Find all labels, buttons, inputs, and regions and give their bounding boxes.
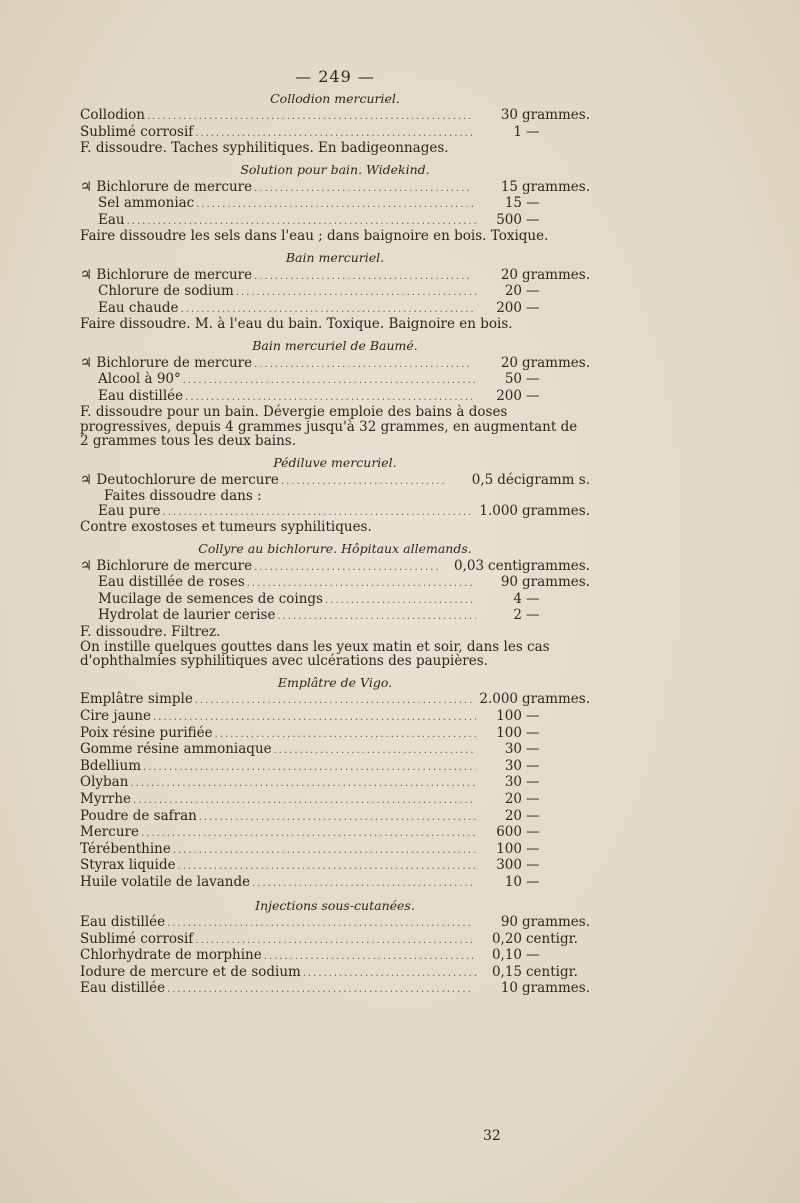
dot-leader <box>143 761 476 776</box>
recipe-row <box>80 858 590 875</box>
ingredient-quantity: 10 <box>504 873 522 890</box>
ingredient-quantity: 100 <box>496 840 522 857</box>
ingredient-quantity: 20 <box>504 283 522 300</box>
recipe-row <box>80 726 590 743</box>
ingredient-name: Eau distillée de roses <box>98 574 245 591</box>
ingredient-quantity: 200 <box>496 299 522 316</box>
ingredient-unit: décigramm s. <box>497 471 590 488</box>
ingredient-quantity: 300 <box>496 857 522 874</box>
recipe-row <box>80 709 590 726</box>
ingredient-unit: — <box>526 840 540 857</box>
recipe-row <box>80 489 590 504</box>
ingredient-quantity: 0,15 <box>491 963 522 980</box>
dot-leader <box>133 794 476 809</box>
ingredient-name: ♃ Bichlorure de mercure <box>80 178 253 195</box>
ingredient-name: Eau distillée <box>98 387 184 404</box>
ingredient-unit: grammes. <box>522 354 590 371</box>
ingredient-name: Huile volatile de lavande <box>80 873 251 890</box>
recipe-row <box>80 473 590 490</box>
ingredient-quantity: 30 <box>504 774 522 791</box>
recipe-row <box>80 575 590 592</box>
ingredient-unit: — <box>526 807 540 824</box>
recipe-row <box>80 213 590 230</box>
ingredient-quantity: 30 <box>504 757 522 774</box>
recipe-row <box>80 775 590 792</box>
recipe-row <box>80 389 590 406</box>
ingredient-quantity: 20 <box>500 354 519 371</box>
ingredient-name: Emplâtre simple <box>80 691 193 708</box>
section-title: Injections sous-cutanées. <box>255 897 415 913</box>
ingredient-quantity: 20 <box>504 790 522 807</box>
page-number: — 249 — <box>295 67 375 86</box>
dot-leader <box>195 694 472 709</box>
ingredient-name: Collodion <box>80 107 146 124</box>
ingredient-unit: — <box>526 607 540 624</box>
recipe-row <box>80 284 590 301</box>
dot-leader <box>167 917 472 932</box>
ingredient-unit: centigr. <box>526 930 578 947</box>
recipe-row <box>80 692 590 709</box>
recipe-row <box>80 180 590 197</box>
ingredient-quantity: 90 <box>500 574 519 591</box>
dot-leader <box>281 475 447 490</box>
dot-leader <box>325 594 476 609</box>
ingredient-quantity: 15 <box>504 195 522 212</box>
ingredient-quantity: 0,10 <box>491 947 522 964</box>
ingredient-name: Cire jaune <box>80 707 151 724</box>
ingredient-name: ♃ Deutochlorure de mercure <box>80 471 279 488</box>
recipe-row <box>80 108 590 125</box>
ingredient-quantity: 2 <box>513 607 522 624</box>
dot-leader <box>215 728 476 743</box>
recipe-row <box>80 356 590 373</box>
recipe-row <box>80 915 590 932</box>
ingredient-quantity: 50 <box>504 371 522 388</box>
dot-leader <box>195 127 476 142</box>
dot-leader <box>236 286 476 301</box>
ingredient-unit: — <box>526 590 540 607</box>
ingredient-name: Sel ammoniac <box>98 195 195 212</box>
ingredient-name: Eau pure <box>98 502 161 519</box>
dot-leader <box>153 711 476 726</box>
ingredient-quantity: 20 <box>500 266 519 283</box>
ingredient-name: Olyban <box>80 774 129 791</box>
ingredient-unit: — <box>526 211 540 228</box>
recipe-row <box>80 759 590 776</box>
ingredient-name: Eau distillée <box>80 914 166 931</box>
ingredient-quantity: 600 <box>496 824 522 841</box>
ingredient-unit: — <box>526 707 540 724</box>
dot-leader <box>199 811 476 826</box>
ingredient-name: Chlorhydrate de morphine <box>80 947 262 964</box>
dot-leader <box>141 827 476 842</box>
recipe-row <box>80 981 590 998</box>
ingredient-unit: centigr. <box>526 963 578 980</box>
dot-leader <box>147 110 472 125</box>
instruction-note: F. dissoudre. Taches syphilitiques. En badigeonnages. <box>80 140 449 157</box>
dot-leader <box>173 844 476 859</box>
ingredient-unit: — <box>526 857 540 874</box>
recipe-row <box>80 809 590 826</box>
instruction-note: Contre exostoses et tumeurs syphilitiques. <box>80 519 372 536</box>
ingredient-name: Poudre de safran <box>80 807 197 824</box>
ingredient-name: Eau chaude <box>98 299 179 316</box>
ingredient-quantity: 2.000 <box>479 691 519 708</box>
ingredient-name: Eau <box>98 211 125 228</box>
ingredient-quantity: 100 <box>496 724 522 741</box>
ingredient-name: Térébenthine <box>80 840 171 857</box>
ingredient-unit: grammes. <box>522 266 590 283</box>
ingredient-unit: grammes. <box>522 574 590 591</box>
recipe-row <box>80 592 590 609</box>
ingredient-quantity: 0,5 <box>471 471 494 488</box>
ingredient-name: ♃ Bichlorure de mercure <box>80 354 253 371</box>
ingredient-unit: — <box>526 757 540 774</box>
ingredient-quantity: 30 <box>500 107 519 124</box>
recipe-row <box>80 268 590 285</box>
dot-leader <box>303 967 476 982</box>
ingredient-quantity: 0,20 <box>491 930 522 947</box>
ingredient-unit: grammes. <box>522 914 590 931</box>
ingredient-quantity: 90 <box>500 914 519 931</box>
recipe-row <box>80 504 590 521</box>
ingredient-quantity: 1.000 <box>479 502 519 519</box>
section-title: Pédiluve mercuriel. <box>273 455 397 471</box>
ingredient-quantity: 10 <box>500 980 519 997</box>
dot-leader <box>252 877 476 892</box>
section-title: Collyre au bichlorure. Hôpitaux allemands. <box>198 541 472 557</box>
recipe-row <box>80 825 590 842</box>
ingredient-unit: — <box>526 947 540 964</box>
ingredient-unit: centigrammes. <box>488 557 590 574</box>
instruction-note: On instille quelques gouttes dans les yeux matin et soir, dans les cas d'ophthalmies syphilitiques avec ulcérations des paupières. <box>80 638 550 670</box>
ingredient-name: Bdellium <box>80 757 142 774</box>
ingredient-name: Eau distillée <box>80 980 166 997</box>
ingredient-name: ♃ Bichlorure de mercure <box>80 557 253 574</box>
dot-leader <box>254 561 438 576</box>
section-title: Bain mercuriel. <box>285 249 385 265</box>
ingredient-unit: — <box>526 824 540 841</box>
recipe-row <box>80 559 590 576</box>
dot-leader <box>196 198 476 213</box>
dot-leader <box>195 934 476 949</box>
ingredient-name: Chlorure de sodium <box>98 283 234 300</box>
ingredient-unit: — <box>526 371 540 388</box>
ingredient-unit: — <box>526 123 540 140</box>
ingredient-name: Sublimé corrosif <box>80 930 194 947</box>
ingredient-name: Sublimé corrosif <box>80 123 194 140</box>
recipe-row <box>80 842 590 859</box>
ingredient-unit: — <box>526 299 540 316</box>
dot-leader <box>254 182 472 197</box>
dot-leader <box>277 610 476 625</box>
ingredient-name: Myrrhe <box>80 790 132 807</box>
instruction-note: Faire dissoudre les sels dans l'eau ; dans baignoire en bois. Toxique. <box>80 228 549 245</box>
ingredient-unit: — <box>526 724 540 741</box>
ingredient-unit: grammes. <box>522 691 590 708</box>
recipe-row <box>80 875 590 892</box>
ingredient-quantity: 1 <box>513 123 522 140</box>
dot-leader <box>254 270 472 285</box>
dot-leader <box>183 374 476 389</box>
ingredient-unit: — <box>526 195 540 212</box>
recipe-row <box>80 932 590 949</box>
ingredient-quantity: 100 <box>496 707 522 724</box>
ingredient-quantity: 200 <box>496 387 522 404</box>
section-title: Collodion mercuriel. <box>270 90 400 106</box>
recipe-row <box>80 742 590 759</box>
ingredient-unit: — <box>526 741 540 758</box>
ingredient-unit: grammes. <box>522 178 590 195</box>
ingredient-quantity: 4 <box>513 590 522 607</box>
ingredient-name: Mercure <box>80 824 139 841</box>
dot-leader <box>264 950 476 965</box>
dot-leader <box>181 303 476 318</box>
recipe-row <box>80 965 590 982</box>
ingredient-quantity: 500 <box>496 211 522 228</box>
ingredient-unit: grammes. <box>522 502 590 519</box>
ingredient-unit: — <box>526 387 540 404</box>
section-title: Bain mercuriel de Baumé. <box>252 337 418 353</box>
dot-leader <box>185 391 476 406</box>
dot-leader <box>254 358 472 373</box>
dot-leader <box>167 983 472 998</box>
ingredient-name: Iodure de mercure et de sodium <box>80 963 301 980</box>
recipe-row <box>80 608 590 625</box>
dot-leader <box>247 577 472 592</box>
ingredient-name: Mucilage de semences de coings <box>98 590 323 607</box>
instruction-note: F. dissoudre. Filtrez. <box>80 624 221 640</box>
ingredient-unit: — <box>526 873 540 890</box>
dot-leader <box>127 215 476 230</box>
recipe-row <box>80 372 590 389</box>
recipe-row <box>80 948 590 965</box>
ingredient-name: Styrax liquide <box>80 857 176 874</box>
ingredient-unit: grammes. <box>522 980 590 997</box>
ingredient-unit: — <box>526 283 540 300</box>
ingredient-quantity: 20 <box>504 807 522 824</box>
ingredient-quantity: 15 <box>500 178 519 195</box>
recipe-row <box>80 301 590 318</box>
recipe-row <box>80 792 590 809</box>
section-title: Solution pour bain. Widekind. <box>240 161 430 177</box>
dot-leader <box>163 506 472 521</box>
dot-leader <box>130 777 476 792</box>
page-text-block <box>80 67 590 998</box>
ingredient-unit: grammes. <box>522 107 590 124</box>
recipe-row <box>80 196 590 213</box>
ingredient-quantity: 30 <box>504 741 522 758</box>
recipe-row <box>80 125 590 142</box>
section-title: Emplâtre de Vigo. <box>277 674 393 690</box>
ingredient-name: ♃ Bichlorure de mercure <box>80 266 253 283</box>
ingredient-name: Gomme résine ammoniaque <box>80 741 272 758</box>
ingredient-name: Poix résine purifiée <box>80 724 213 741</box>
dot-leader <box>178 860 476 875</box>
ingredient-name: Alcool à 90° <box>98 371 181 388</box>
ingredient-unit: — <box>526 790 540 807</box>
dot-leader <box>274 744 476 759</box>
ingredient-name: Hydrolat de laurier cerise <box>98 607 276 624</box>
ingredient-unit: — <box>526 774 540 791</box>
instruction-note: F. dissoudre pour un bain. Dévergie emploie des bains à doses progressives, depuis 4 grammes jusqu'à 32 grammes, en augmentant de 2 grammes tous les deux bains. <box>80 404 578 450</box>
footer-signature-number: 32 <box>483 1128 501 1144</box>
instruction-note: Faire dissoudre. M. à l'eau du bain. Toxique. Baignoire en bois. <box>80 316 513 333</box>
ingredient-name: Faites dissoudre dans : <box>104 488 262 505</box>
ingredient-quantity: 0,03 <box>453 557 485 574</box>
